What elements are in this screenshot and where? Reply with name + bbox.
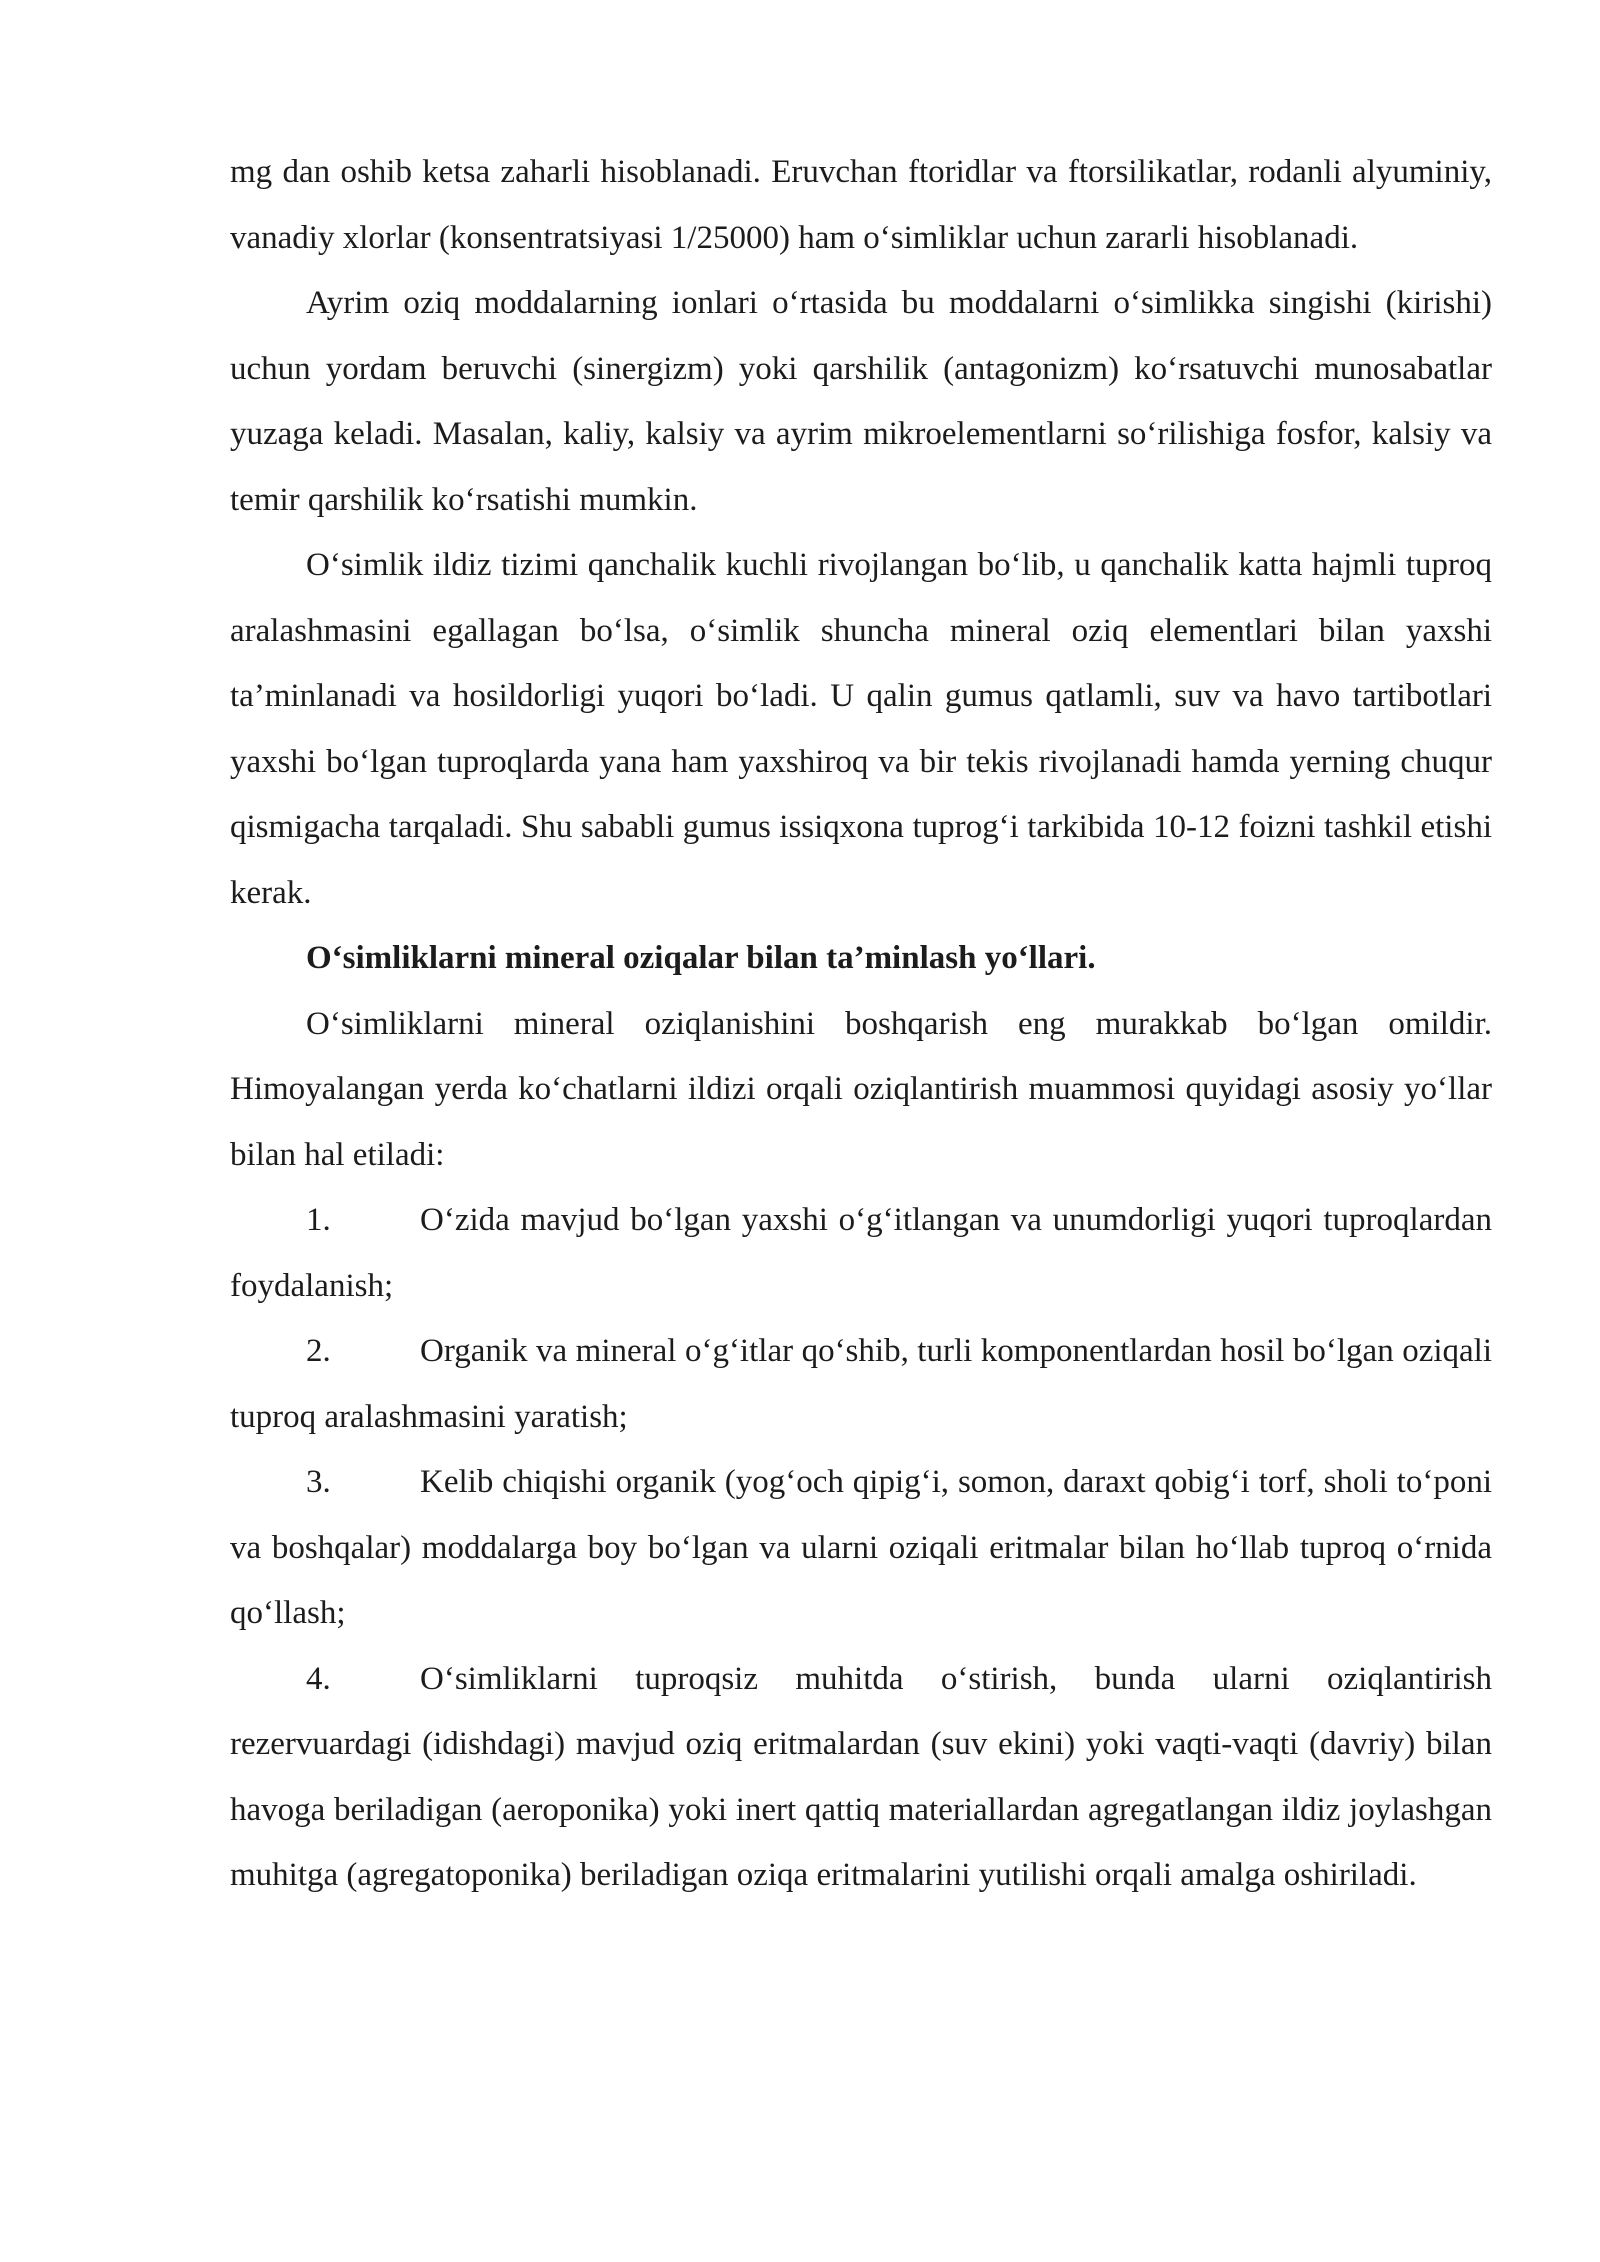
section-heading: O‘simliklarni mineral oziqalar bilan ta’minlash yo‘llari. bbox=[306, 940, 1096, 976]
list-number: 4. bbox=[306, 1660, 331, 1697]
paragraph-mineral-nutrition: O‘simliklarni mineral oziqlanishini boshqarish eng murakkab bo‘lgan omildir. Himoyalangan yerda ko‘chatlarni ildizi orqali oziqlantirish muammosi quyidagi asosiy yo‘llar bilan hal etiladi: bbox=[230, 1005, 1492, 1173]
list-number: 2. bbox=[306, 1333, 331, 1369]
list-text: O‘simliklarni tuproqsiz muhitda o‘stirish, bunda ularni oziqlantirish rezervuardagi (idishdagi) mavjud oziq eritmalardan (suv ekini) yoki vaqti-vaqti (davriy) bilan havoga beriladigan (aeroponika) yoki inert qattiq materiallardan agregatlangan ildiz joylashgan muhitga (agregatoponika) beriladigan oziqa eritmalarini yutilishi orqali amalga oshiriladi. bbox=[230, 1660, 1492, 1893]
list-text: Organik va mineral o‘g‘itlar qo‘shib, turli komponentlardan hosil bo‘lgan oziqali tuproq aralashmasini yaratish; bbox=[230, 1333, 1492, 1435]
list-item-4 bbox=[230, 1647, 1492, 1909]
document-page bbox=[230, 140, 1492, 1909]
list-text: Kelib chiqishi organik (yog‘och qipig‘i, somon, daraxt qobig‘i torf, sholi to‘poni va boshqalar) moddalarga boy bo‘lgan va ularni oziqali eritmalar bilan ho‘llab tuproq o‘rnida qo‘llash; bbox=[230, 1464, 1492, 1631]
list-item-2 bbox=[230, 1319, 1492, 1450]
list-number: 3. bbox=[306, 1464, 331, 1500]
paragraph-ion-interactions: Ayrim oziq moddalarning ionlari o‘rtasida bu moddalarni o‘simlikka singishi (kirishi) uchun yordam beruvchi (sinergizm) yoki qarshilik (antagonizm) ko‘rsatuvchi munosabatlar yuzaga keladi. Masalan, kaliy, kalsiy va ayrim mikroelementlarni so‘rilishiga fosfor, kalsiy va temir qarshilik ko‘rsatishi mumkin. bbox=[230, 285, 1492, 518]
paragraph-continuation: mg dan oshib ketsa zaharli hisoblanadi. Eruvchan ftoridlar va ftorsilikatlar, rodanli alyuminiy, vanadiy xlorlar (konsentratsiyasi 1/25000) ham o‘simliklar uchun zararli hisoblanadi. bbox=[230, 154, 1492, 256]
paragraph-root-system: O‘simlik ildiz tizimi qanchalik kuchli rivojlangan bo‘lib, u qanchalik katta hajmli tuproq aralashmasini egallagan bo‘lsa, o‘simlik shuncha mineral oziq elementlari bilan yaxshi ta’minlanadi va hosildorligi yuqori bo‘ladi. U qalin gumus qatlamli, suv va havo tartibotlari yaxshi bo‘lgan tuproqlarda yana ham yaxshiroq va bir tekis rivojlanadi hamda yerning chuqur qismigacha tarqaladi. Shu sababli gumus issiqxona tuprog‘i tarkibida 10-12 foizni tashkil etishi kerak. bbox=[230, 547, 1492, 911]
list-item-3 bbox=[230, 1450, 1492, 1647]
list-number: 1. bbox=[306, 1202, 331, 1238]
list-item-1 bbox=[230, 1188, 1492, 1319]
list-text: O‘zida mavjud bo‘lgan yaxshi o‘g‘itlangan va unumdorligi yuqori tuproqlardan foydalanish; bbox=[230, 1202, 1492, 1304]
